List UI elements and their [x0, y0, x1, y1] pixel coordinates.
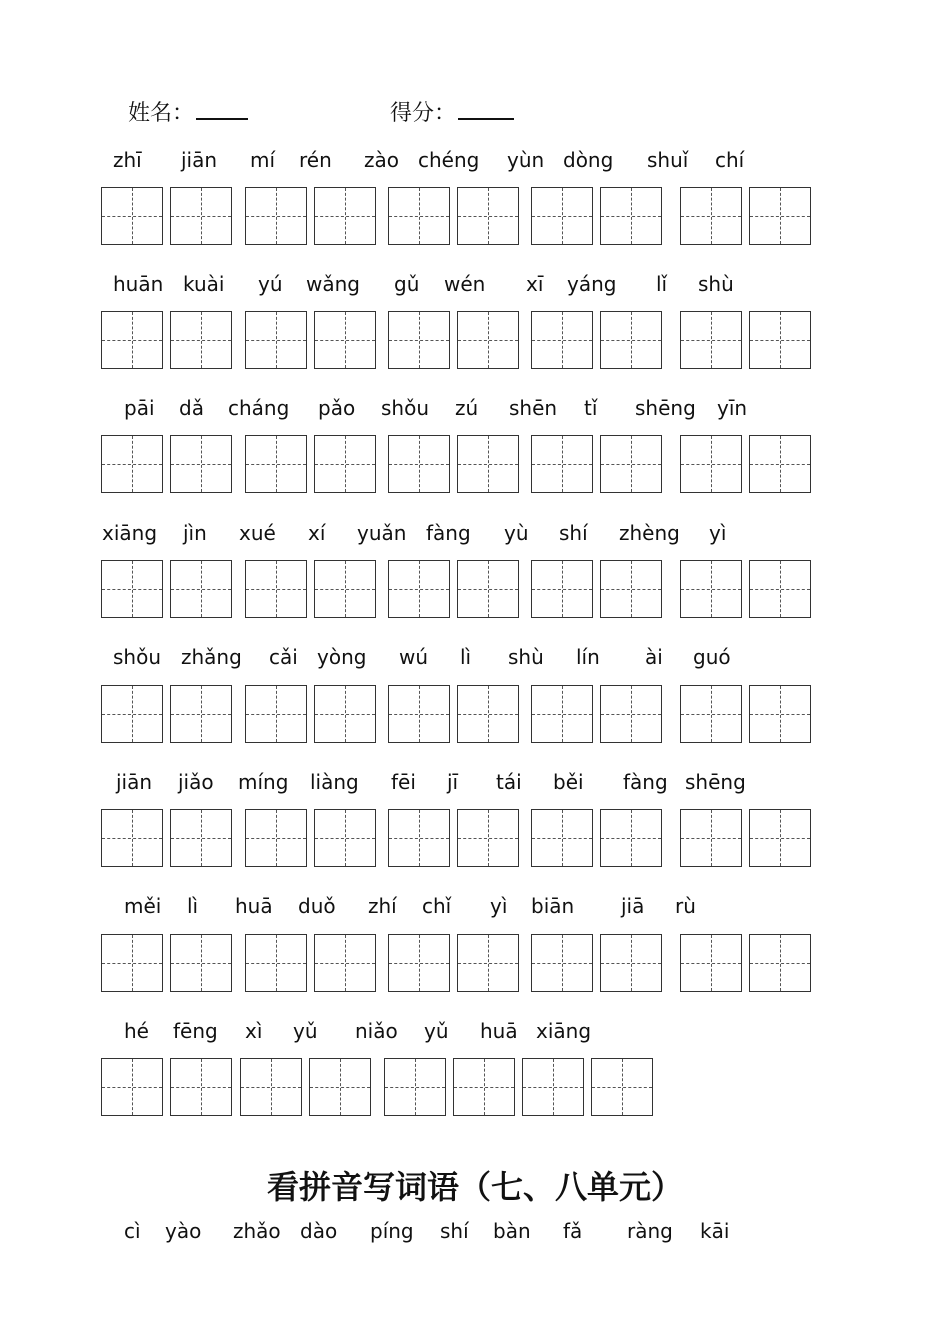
pinyin-syllable: pǎo: [318, 396, 356, 420]
tian-zi-ge-cell[interactable]: [457, 934, 519, 992]
tian-zi-ge-cell[interactable]: [680, 560, 742, 618]
tian-zi-ge-cell[interactable]: [240, 1058, 302, 1116]
tian-zi-ge-cell[interactable]: [457, 809, 519, 867]
pinyin-syllable: bàn: [493, 1219, 531, 1243]
writing-box-row: [0, 560, 950, 622]
pinyin-syllable: dǎ: [179, 396, 204, 420]
tian-zi-ge-cell[interactable]: [600, 187, 662, 245]
tian-zi-ge-cell[interactable]: [388, 187, 450, 245]
tian-zi-ge-cell[interactable]: [388, 934, 450, 992]
pinyin-syllable: huān: [113, 272, 164, 296]
pinyin-syllable: tái: [496, 770, 522, 794]
pinyin-syllable: lín: [576, 645, 600, 669]
pinyin-syllable: chí: [715, 148, 745, 172]
tian-zi-ge-cell[interactable]: [457, 187, 519, 245]
pinyin-syllable: huā: [480, 1019, 518, 1043]
tian-zi-ge-cell[interactable]: [522, 1058, 584, 1116]
pinyin-syllable: huā: [235, 894, 273, 918]
tian-zi-ge-cell[interactable]: [600, 934, 662, 992]
pinyin-syllable: zhèng: [619, 521, 680, 545]
pinyin-syllable: shǒu: [381, 396, 430, 420]
pinyin-syllable: yòng: [317, 645, 367, 669]
pinyin-syllable: zhǎo: [233, 1219, 281, 1243]
pinyin-syllable: chéng: [418, 148, 480, 172]
pinyin-syllable: jī: [447, 770, 459, 794]
tian-zi-ge-cell[interactable]: [245, 187, 307, 245]
pinyin-syllable: yú: [258, 272, 283, 296]
pinyin-row: [0, 770, 950, 798]
writing-box-row: [0, 934, 950, 996]
pinyin-syllable: xué: [239, 521, 276, 545]
writing-box-row: [0, 809, 950, 871]
tian-zi-ge-cell[interactable]: [453, 1058, 515, 1116]
pinyin-syllable: fēng: [173, 1019, 218, 1043]
pinyin-syllable: hé: [124, 1019, 149, 1043]
tian-zi-ge-cell[interactable]: [457, 311, 519, 369]
tian-zi-ge-cell[interactable]: [531, 435, 593, 493]
pinyin-syllable: liàng: [310, 770, 359, 794]
tian-zi-ge-cell[interactable]: [314, 311, 376, 369]
pinyin-syllable: zhī: [113, 148, 142, 172]
tian-zi-ge-cell[interactable]: [531, 809, 593, 867]
tian-zi-ge-cell[interactable]: [457, 560, 519, 618]
tian-zi-ge-cell[interactable]: [101, 560, 163, 618]
tian-zi-ge-cell[interactable]: [600, 560, 662, 618]
pinyin-syllable: yì: [709, 521, 727, 545]
pinyin-syllable: wú: [399, 645, 429, 669]
writing-box-row: [0, 187, 950, 249]
pinyin-syllable: yīn: [717, 396, 748, 420]
tian-zi-ge-cell[interactable]: [314, 685, 376, 743]
pinyin-syllable: niǎo: [355, 1019, 398, 1043]
tian-zi-ge-cell[interactable]: [245, 809, 307, 867]
tian-zi-ge-cell[interactable]: [749, 685, 811, 743]
tian-zi-ge-cell[interactable]: [749, 311, 811, 369]
tian-zi-ge-cell[interactable]: [591, 1058, 653, 1116]
tian-zi-ge-cell[interactable]: [680, 187, 742, 245]
pinyin-syllable: cháng: [228, 396, 290, 420]
tian-zi-ge-cell[interactable]: [600, 685, 662, 743]
writing-box-row: [0, 435, 950, 497]
tian-zi-ge-cell[interactable]: [170, 809, 232, 867]
pinyin-row: [0, 1019, 950, 1047]
pinyin-syllable: lǐ: [656, 272, 668, 296]
pinyin-syllable: chǐ: [422, 894, 452, 918]
tian-zi-ge-cell[interactable]: [388, 435, 450, 493]
pinyin-syllable: shuǐ: [647, 148, 689, 172]
writing-box-row: [0, 311, 950, 373]
name-field: [128, 96, 248, 127]
tian-zi-ge-cell[interactable]: [170, 1058, 232, 1116]
tian-zi-ge-cell[interactable]: [101, 311, 163, 369]
tian-zi-ge-cell[interactable]: [531, 187, 593, 245]
writing-box-row: [0, 685, 950, 747]
pinyin-syllable: yǔ: [293, 1019, 318, 1043]
pinyin-syllable: kuài: [183, 272, 225, 296]
pinyin-syllable: yì: [490, 894, 508, 918]
pinyin-syllable: tǐ: [584, 396, 598, 420]
pinyin-syllable: pāi: [124, 396, 155, 420]
tian-zi-ge-cell[interactable]: [314, 934, 376, 992]
tian-zi-ge-cell[interactable]: [600, 435, 662, 493]
last-pinyin-row: [0, 1219, 950, 1247]
pinyin-syllable: shēn: [509, 396, 558, 420]
tian-zi-ge-cell[interactable]: [309, 1058, 371, 1116]
pinyin-syllable: fǎ: [563, 1219, 583, 1243]
pinyin-syllable: zhí: [368, 894, 397, 918]
tian-zi-ge-cell[interactable]: [101, 1058, 163, 1116]
pinyin-syllable: zú: [455, 396, 479, 420]
score-field: [390, 96, 514, 127]
tian-zi-ge-cell[interactable]: [101, 187, 163, 245]
pinyin-syllable: shēng: [685, 770, 746, 794]
tian-zi-ge-cell[interactable]: [457, 685, 519, 743]
tian-zi-ge-cell[interactable]: [384, 1058, 446, 1116]
pinyin-row: [0, 396, 950, 424]
pinyin-syllable: biān: [531, 894, 575, 918]
pinyin-syllable: yào: [165, 1219, 202, 1243]
pinyin-syllable: rén: [299, 148, 332, 172]
tian-zi-ge-cell[interactable]: [170, 685, 232, 743]
tian-zi-ge-cell[interactable]: [680, 311, 742, 369]
pinyin-syllable: cì: [124, 1219, 141, 1243]
pinyin-row: [0, 148, 950, 176]
tian-zi-ge-cell[interactable]: [245, 934, 307, 992]
tian-zi-ge-cell[interactable]: [680, 809, 742, 867]
writing-box-row: [0, 1058, 950, 1120]
tian-zi-ge-cell[interactable]: [245, 435, 307, 493]
pinyin-syllable: ràng: [627, 1219, 673, 1243]
pinyin-syllable: xī: [526, 272, 544, 296]
tian-zi-ge-cell[interactable]: [680, 685, 742, 743]
pinyin-syllable: lì: [460, 645, 472, 669]
pinyin-syllable: dòng: [563, 148, 614, 172]
pinyin-syllable: cǎi: [269, 645, 298, 669]
tian-zi-ge-cell[interactable]: [314, 560, 376, 618]
pinyin-syllable: mí: [250, 148, 276, 172]
name-label: 姓名：: [128, 101, 195, 126]
tian-zi-ge-cell[interactable]: [170, 560, 232, 618]
pinyin-syllable: lì: [187, 894, 199, 918]
tian-zi-ge-cell[interactable]: [680, 435, 742, 493]
tian-zi-ge-cell[interactable]: [680, 934, 742, 992]
pinyin-syllable: xí: [308, 521, 326, 545]
tian-zi-ge-cell[interactable]: [314, 435, 376, 493]
pinyin-syllable: měi: [124, 894, 162, 918]
tian-zi-ge-cell[interactable]: [170, 311, 232, 369]
tian-zi-ge-cell[interactable]: [749, 187, 811, 245]
pinyin-syllable: běi: [553, 770, 584, 794]
pinyin-syllable: fàng: [426, 521, 471, 545]
tian-zi-ge-cell[interactable]: [531, 311, 593, 369]
tian-zi-ge-cell[interactable]: [749, 560, 811, 618]
tian-zi-ge-cell[interactable]: [245, 685, 307, 743]
pinyin-syllable: yùn: [507, 148, 545, 172]
tian-zi-ge-cell[interactable]: [531, 685, 593, 743]
tian-zi-ge-cell[interactable]: [457, 435, 519, 493]
pinyin-row: [0, 894, 950, 922]
tian-zi-ge-cell[interactable]: [101, 685, 163, 743]
tian-zi-ge-cell[interactable]: [245, 560, 307, 618]
pinyin-syllable: rù: [675, 894, 696, 918]
pinyin-syllable: wǎng: [306, 272, 360, 296]
score-label: 得分：: [390, 101, 457, 126]
pinyin-syllable: ài: [645, 645, 663, 669]
tian-zi-ge-cell[interactable]: [749, 435, 811, 493]
pinyin-syllable: shù: [508, 645, 544, 669]
tian-zi-ge-cell[interactable]: [749, 809, 811, 867]
pinyin-syllable: shù: [698, 272, 734, 296]
tian-zi-ge-cell[interactable]: [749, 934, 811, 992]
pinyin-syllable: gǔ: [394, 272, 420, 296]
tian-zi-ge-cell[interactable]: [388, 809, 450, 867]
pinyin-syllable: fàng: [623, 770, 668, 794]
tian-zi-ge-cell[interactable]: [170, 934, 232, 992]
pinyin-syllable: yuǎn: [357, 521, 407, 545]
pinyin-syllable: yáng: [567, 272, 617, 296]
pinyin-syllable: shí: [440, 1219, 469, 1243]
tian-zi-ge-cell[interactable]: [245, 311, 307, 369]
pinyin-syllable: xiāng: [102, 521, 158, 545]
pinyin-syllable: wén: [444, 272, 486, 296]
pinyin-syllable: jiǎo: [178, 770, 214, 794]
tian-zi-ge-cell[interactable]: [388, 311, 450, 369]
tian-zi-ge-cell[interactable]: [101, 809, 163, 867]
section-title: 看拼音写词语（七、八单元）: [266, 1168, 683, 1206]
tian-zi-ge-cell[interactable]: [531, 934, 593, 992]
tian-zi-ge-cell[interactable]: [170, 187, 232, 245]
tian-zi-ge-cell[interactable]: [388, 685, 450, 743]
pinyin-syllable: píng: [370, 1219, 414, 1243]
pinyin-syllable: míng: [238, 770, 289, 794]
pinyin-syllable: duǒ: [298, 894, 336, 918]
pinyin-syllable: jìn: [183, 521, 207, 545]
tian-zi-ge-cell[interactable]: [170, 435, 232, 493]
tian-zi-ge-cell[interactable]: [314, 809, 376, 867]
pinyin-syllable: dào: [300, 1219, 338, 1243]
tian-zi-ge-cell[interactable]: [101, 435, 163, 493]
pinyin-syllable: fēi: [391, 770, 416, 794]
pinyin-syllable: shēng: [635, 396, 696, 420]
pinyin-row: [0, 521, 950, 549]
tian-zi-ge-cell[interactable]: [600, 809, 662, 867]
tian-zi-ge-cell[interactable]: [101, 934, 163, 992]
pinyin-syllable: jiān: [181, 148, 218, 172]
pinyin-syllable: yǔ: [424, 1019, 449, 1043]
pinyin-syllable: guó: [693, 645, 731, 669]
pinyin-syllable: xiāng: [536, 1019, 592, 1043]
pinyin-syllable: shí: [559, 521, 588, 545]
pinyin-syllable: xì: [245, 1019, 263, 1043]
pinyin-syllable: jiān: [116, 770, 153, 794]
pinyin-row: [0, 272, 950, 300]
name-blank[interactable]: [196, 100, 248, 120]
tian-zi-ge-cell[interactable]: [531, 560, 593, 618]
pinyin-syllable: jiā: [621, 894, 645, 918]
tian-zi-ge-cell[interactable]: [600, 311, 662, 369]
pinyin-syllable: zhǎng: [181, 645, 242, 669]
pinyin-syllable: yù: [504, 521, 529, 545]
pinyin-syllable: shǒu: [113, 645, 162, 669]
tian-zi-ge-cell[interactable]: [388, 560, 450, 618]
pinyin-syllable: kāi: [700, 1219, 730, 1243]
score-blank[interactable]: [458, 100, 514, 120]
tian-zi-ge-cell[interactable]: [314, 187, 376, 245]
pinyin-syllable: zào: [364, 148, 399, 172]
pinyin-row: [0, 645, 950, 673]
